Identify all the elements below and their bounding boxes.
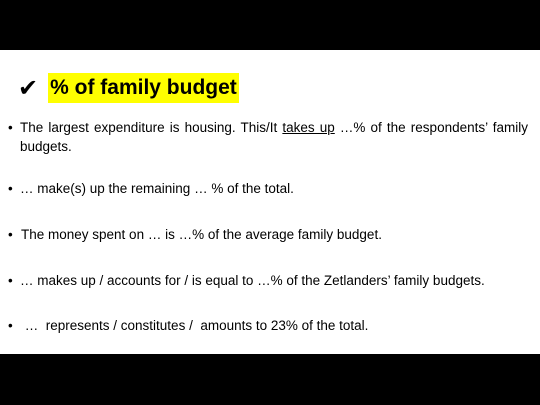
underlined-phrase: takes up (282, 120, 335, 135)
bullet-text: … make(s) up the remaining … % of the total. (20, 181, 294, 196)
bullet-marker: • (8, 227, 13, 242)
checkmark-icon: ✔ (18, 74, 39, 102)
bullet-marker: • (8, 120, 13, 135)
bullet-marker: • (8, 273, 13, 288)
slide (0, 50, 540, 354)
bullet-text-part: …% of the respondents’ family budgets. (20, 120, 528, 154)
bullet-item-1 (8, 118, 528, 156)
slide-title: % of family budget (48, 73, 239, 103)
slide-heading (18, 72, 239, 104)
bullet-marker: • (8, 181, 13, 196)
bullet-item-4 (8, 271, 528, 290)
bullet-text: The money spent on … is …% of the average family budget. (21, 227, 382, 242)
bullet-text (20, 118, 528, 156)
bullet-text: … makes up / accounts for / is equal to …% of the Zetlanders’ family budgets. (20, 273, 485, 288)
bullet-text: … represents / constitutes / amounts to 23% of the total. (21, 318, 369, 333)
bullet-item-5 (8, 316, 528, 335)
bullet-item-3 (8, 225, 528, 244)
bullet-text-part: The largest expenditure is housing. This/It (20, 120, 283, 135)
bullet-item-2 (8, 179, 528, 198)
bullet-marker: • (8, 318, 13, 333)
